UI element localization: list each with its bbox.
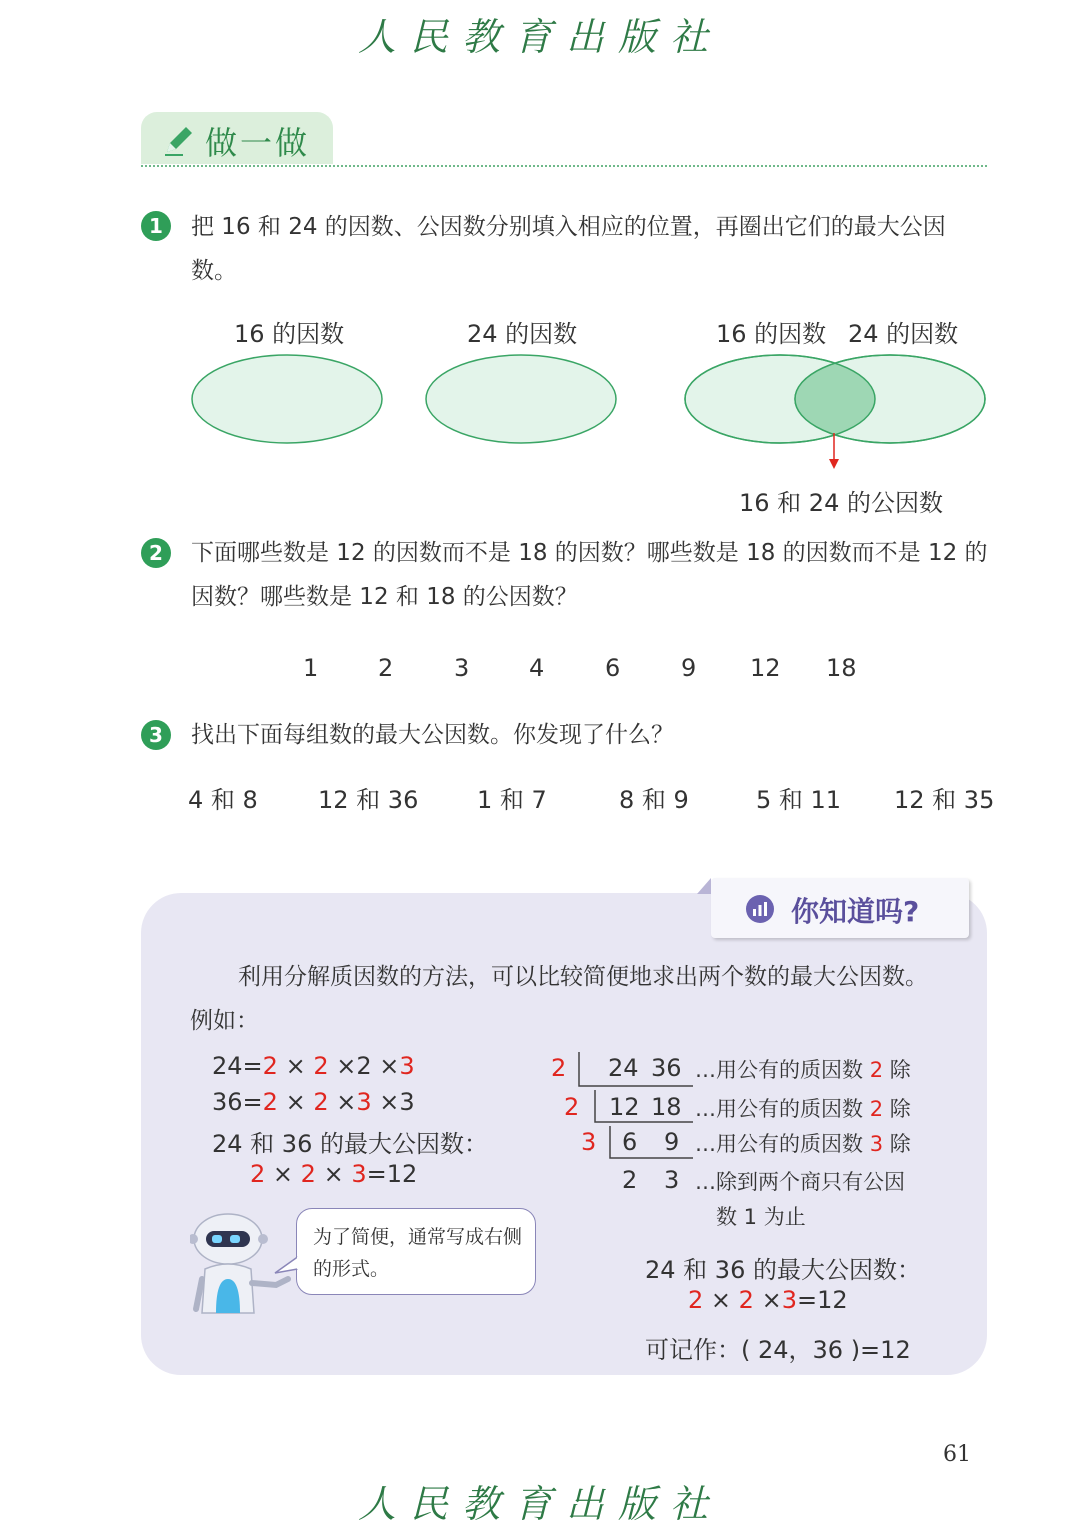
label-venn-24-factors: 24 的因数 bbox=[848, 320, 959, 348]
question-number-3: 3 bbox=[141, 720, 171, 750]
number-item: 12 bbox=[750, 654, 781, 682]
section-title: 做一做 bbox=[205, 124, 311, 162]
common-arrow-head bbox=[829, 459, 839, 469]
dividend-1b: 36 bbox=[651, 1054, 682, 1082]
question-number-1: 1 bbox=[141, 211, 171, 241]
publisher-logo-bottom: 人民教育出版社 bbox=[357, 1482, 722, 1526]
chart-icon bbox=[745, 894, 775, 924]
dividend-2b: 18 bbox=[651, 1093, 682, 1121]
gcd-equation-left: 2 × 2 × 3=12 bbox=[250, 1160, 418, 1188]
divisor-1: 2 bbox=[551, 1054, 567, 1082]
division-final-note-2: 数 1 为止 bbox=[716, 1205, 806, 1229]
dividend-3b: 9 bbox=[664, 1128, 680, 1156]
short-division-lines bbox=[570, 1050, 710, 1180]
label-16-factors: 16 的因数 bbox=[234, 320, 345, 348]
dividend-3a: 6 bbox=[622, 1128, 638, 1156]
divisor-3: 3 bbox=[581, 1128, 597, 1156]
info-intro: 利用分解质因数的方法，可以比较简便地求出两个数的最大公因数。例如： bbox=[190, 964, 928, 1034]
number-item: 2 bbox=[378, 654, 394, 682]
number-pair: 8 和 9 bbox=[619, 786, 689, 814]
venn-diagrams bbox=[180, 345, 1000, 475]
did-you-know-tab bbox=[711, 878, 969, 938]
quotient-a: 2 bbox=[622, 1166, 638, 1194]
speech-bubble bbox=[296, 1208, 536, 1295]
section-header bbox=[141, 112, 333, 164]
equation-24: 24=2 × 2 ×2 ×3 bbox=[212, 1052, 415, 1080]
question-number-2: 2 bbox=[141, 538, 171, 568]
publisher-logo-top: 人民教育出版社 bbox=[357, 15, 722, 59]
dividend-2a: 12 bbox=[609, 1093, 640, 1121]
division-final-note-1: …除到两个商只有公因 bbox=[695, 1170, 905, 1194]
number-item: 3 bbox=[454, 654, 470, 682]
division-note-2: …用公有的质因数 2 除 bbox=[695, 1097, 911, 1121]
number-item: 1 bbox=[303, 654, 319, 682]
ellipse-16-factors bbox=[192, 355, 382, 443]
gcd-label-left: 24 和 36 的最大公因数： bbox=[212, 1130, 488, 1158]
number-item: 6 bbox=[605, 654, 621, 682]
division-note-3: …用公有的质因数 3 除 bbox=[695, 1132, 911, 1156]
section-divider bbox=[141, 165, 987, 167]
question-3-text: 找出下面每组数的最大公因数。你发现了什么？ bbox=[191, 722, 674, 748]
question-1-text: 把 16 和 24 的因数、公因数分别填入相应的位置，再圈出它们的最大公因数。 bbox=[191, 214, 946, 284]
division-note-1: …用公有的质因数 2 除 bbox=[695, 1058, 911, 1082]
speech-bubble-tail bbox=[273, 1255, 299, 1281]
dividend-1a: 24 bbox=[608, 1054, 639, 1082]
gcd-notation: 可记作：( 24，36 )=12 bbox=[645, 1336, 911, 1364]
tab-fold-corner bbox=[697, 878, 713, 894]
ellipse-24-factors bbox=[426, 355, 616, 443]
number-pair: 1 和 7 bbox=[477, 786, 547, 814]
label-24-factors: 24 的因数 bbox=[467, 320, 578, 348]
question-2-text: 下面哪些数是 12 的因数而不是 18 的因数？哪些数是 18 的因数而不是 12 的因数？哪些数是 12 和 18 的公因数？ bbox=[191, 540, 988, 610]
number-item: 4 bbox=[529, 654, 545, 682]
speech-bubble-text: 为了简便，通常写成右侧的形式。 bbox=[313, 1226, 523, 1280]
number-pair: 12 和 36 bbox=[318, 786, 419, 814]
number-pair: 5 和 11 bbox=[756, 786, 842, 814]
number-item: 18 bbox=[826, 654, 857, 682]
label-venn-16-factors: 16 的因数 bbox=[716, 320, 827, 348]
number-pair: 4 和 8 bbox=[188, 786, 258, 814]
did-you-know-title: 你知道吗? bbox=[791, 895, 920, 928]
equation-36: 36=2 × 2 ×3 ×3 bbox=[212, 1088, 415, 1116]
pencil-icon bbox=[161, 122, 197, 158]
number-pair: 12 和 35 bbox=[894, 786, 995, 814]
quotient-b: 3 bbox=[664, 1166, 680, 1194]
label-common-factors: 16 和 24 的公因数 bbox=[739, 489, 943, 517]
number-item: 9 bbox=[681, 654, 697, 682]
gcd-equation-right: 2 × 2 ×3=12 bbox=[688, 1286, 848, 1314]
page-number: 61 bbox=[943, 1442, 971, 1467]
gcd-label-right: 24 和 36 的最大公因数： bbox=[645, 1256, 921, 1284]
divisor-2: 2 bbox=[564, 1093, 580, 1121]
